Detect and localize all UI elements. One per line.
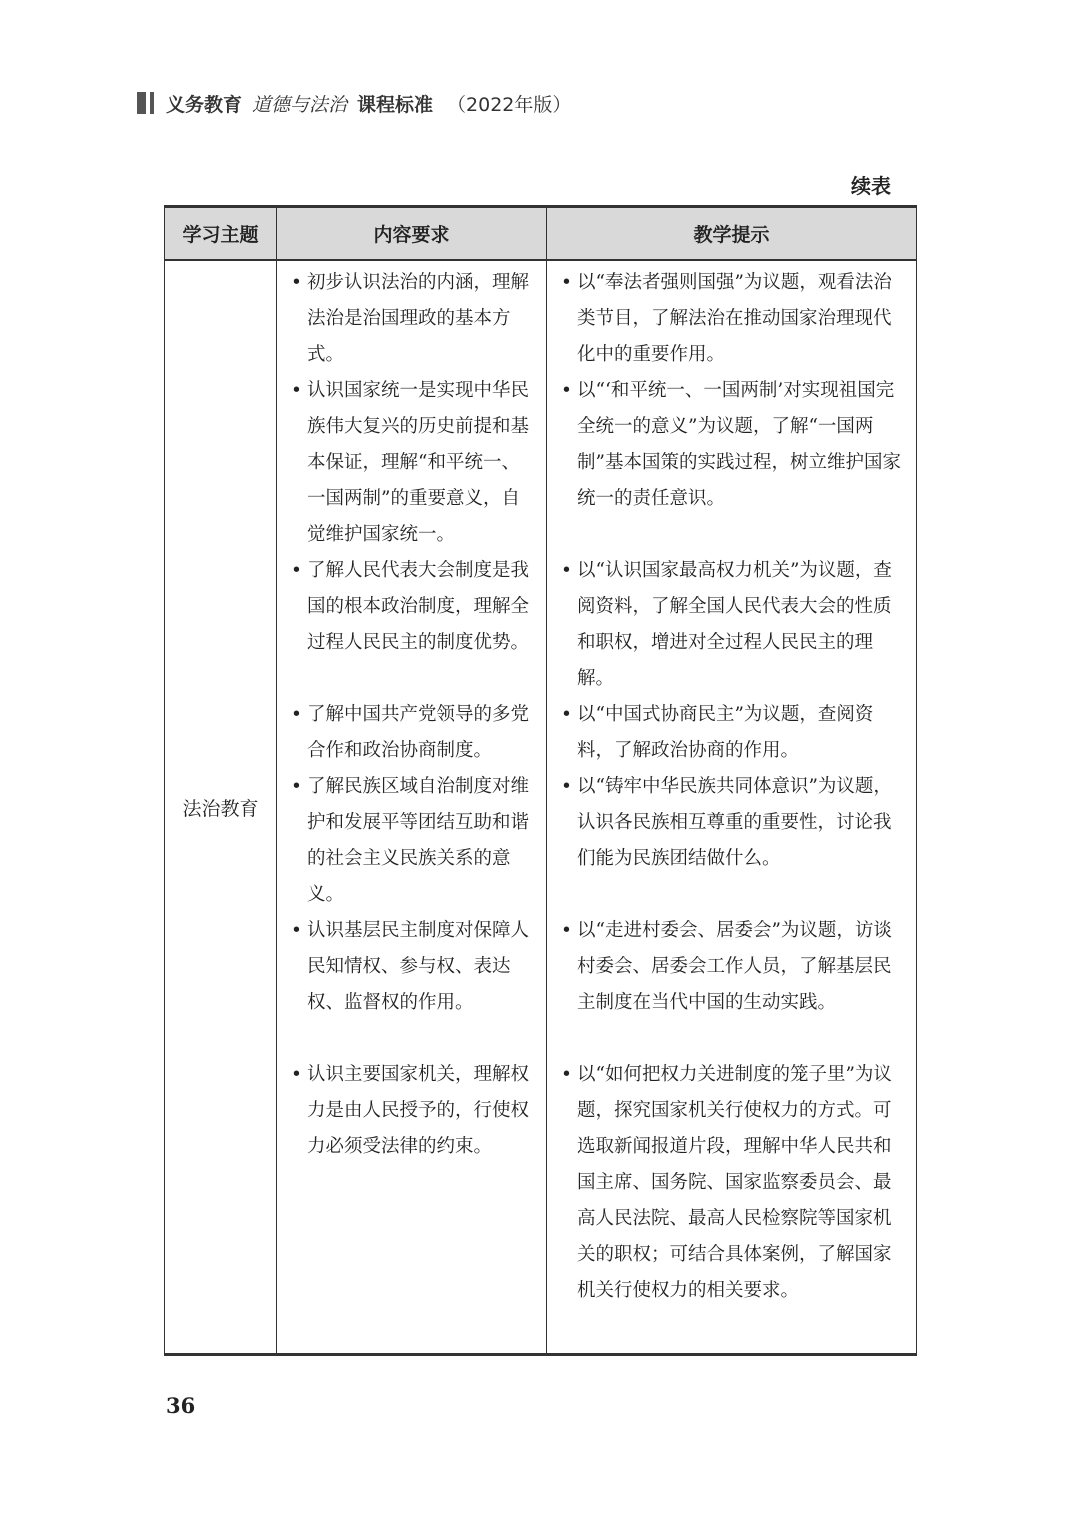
bullet-icon: • xyxy=(561,920,572,941)
list-item xyxy=(291,553,536,697)
content-item-text: 初步认识法治的内涵，理解法治是治国理政的基本方式。 xyxy=(307,272,530,365)
header-tips: 教学提示 xyxy=(547,207,917,261)
header-bar-icon xyxy=(150,92,154,114)
header-bar-icon xyxy=(137,92,146,114)
list-item xyxy=(291,265,536,373)
content-item-text: 了解中国共产党领导的多党合作和政治协商制度。 xyxy=(307,704,530,761)
list-item xyxy=(291,1057,536,1345)
content-item-text: 了解民族区域自治制度对维护和发展平等团结互助和谐的社会主义民族关系的意义。 xyxy=(307,776,530,905)
list-item xyxy=(561,373,906,553)
list-item xyxy=(561,913,906,1057)
list-item xyxy=(291,769,536,913)
header-part3: 课程标准 xyxy=(357,93,434,116)
continued-label: 续表 xyxy=(851,174,891,198)
bullet-icon: • xyxy=(291,776,302,797)
table-row xyxy=(165,260,917,1355)
list-item xyxy=(561,265,906,373)
content-item-text: 认识主要国家机关，理解权力是由人民授予的，行使权力必须受法律的约束。 xyxy=(307,1064,530,1157)
tips-cell xyxy=(547,260,917,1355)
tip-item-text: 以“走进村委会、居委会”为议题，访谈村委会、居委会工作人员，了解基层民主制度在当代中国的生动实践。 xyxy=(577,920,892,1013)
list-item xyxy=(561,553,906,697)
list-item xyxy=(291,373,536,553)
bullet-icon: • xyxy=(291,380,302,401)
bullet-icon: • xyxy=(291,704,302,725)
bullet-icon: • xyxy=(291,272,302,293)
tip-item-text: 以“奉法者强则国强”为议题，观看法治类节目，了解法治在推动国家治理现代化中的重要作用。 xyxy=(577,272,892,365)
bullet-icon: • xyxy=(561,560,572,581)
page-number: 36 xyxy=(166,1393,196,1418)
content-cell xyxy=(277,260,547,1355)
tip-item-text: 以“铸牢中华民族共同体意识”为议题，认识各民族相互尊重的重要性，讨论我们能为民族团结做什么。 xyxy=(577,776,892,869)
bullet-icon: • xyxy=(291,560,302,581)
bullet-icon: • xyxy=(561,1064,572,1085)
curriculum-table xyxy=(164,205,917,1356)
header-edition: （2022年版） xyxy=(447,93,572,116)
header-content: 内容要求 xyxy=(277,207,547,261)
topic-cell: 法治教育 xyxy=(165,260,277,1355)
tip-item-text: 以“如何把权力关进制度的笼子里”为议题，探究国家机关行使权力的方式。可选取新闻报道片段，理解中华人民共和国主席、国务院、国家监察委员会、最高人民法院、最高人民检察院等国家机关的职权；可结合具体案例，了解国家机关行使权力的相关要求。 xyxy=(577,1064,892,1301)
bullet-icon: • xyxy=(561,776,572,797)
running-header xyxy=(137,88,571,118)
list-item xyxy=(561,769,906,913)
list-item xyxy=(561,1057,906,1345)
bullet-icon: • xyxy=(291,920,302,941)
list-item xyxy=(291,697,536,769)
bullet-icon: • xyxy=(561,704,572,725)
header-part2: 道德与法治 xyxy=(252,93,348,116)
tip-item-text: 以“认识国家最高权力机关”为议题，查阅资料，了解全国人民代表大会的性质和职权，增进对全过程人民民主的理解。 xyxy=(577,560,892,689)
bullet-icon: • xyxy=(561,380,572,401)
list-item xyxy=(291,913,536,1057)
header-part1: 义务教育 xyxy=(166,93,243,116)
header-topic: 学习主题 xyxy=(165,207,277,261)
table-header-row xyxy=(165,207,917,261)
content-item-text: 认识国家统一是实现中华民族伟大复兴的历史前提和基本保证，理解“和平统一、一国两制”的重要意义，自觉维护国家统一。 xyxy=(307,380,530,545)
content-item-text: 认识基层民主制度对保障人民知情权、参与权、表达权、监督权的作用。 xyxy=(307,920,530,1013)
tip-item-text: 以“‘和平统一、一国两制’对实现祖国完全统一的意义”为议题，了解“一国两制”基本国策的实践过程，树立维护国家统一的责任意识。 xyxy=(577,380,901,509)
list-item xyxy=(561,697,906,769)
bullet-icon: • xyxy=(291,1064,302,1085)
bullet-icon: • xyxy=(561,272,572,293)
content-item-text: 了解人民代表大会制度是我国的根本政治制度，理解全过程人民民主的制度优势。 xyxy=(307,560,530,653)
tip-item-text: 以“中国式协商民主”为议题，查阅资料，了解政治协商的作用。 xyxy=(577,704,874,761)
